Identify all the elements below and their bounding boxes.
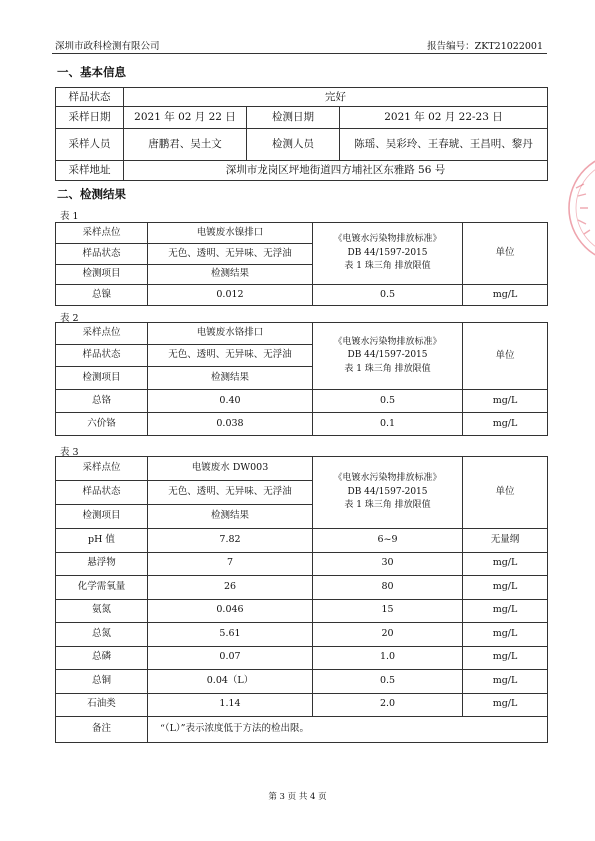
table-row: [56, 552, 548, 576]
site-label: 采样地址: [56, 161, 124, 181]
row-unit: mg/L: [463, 599, 548, 623]
point-label: 采样点位: [56, 323, 148, 345]
point-value: 电镀废水铬排口: [148, 323, 313, 345]
sampler-label: 采样人员: [56, 129, 124, 161]
table3-label: 表 3: [60, 447, 79, 458]
row-result: 5.61: [148, 623, 313, 647]
row-item: 总铬: [56, 390, 148, 413]
results-table-3: [55, 456, 548, 743]
row-unit: mg/L: [463, 390, 548, 413]
standard-cell: [313, 223, 463, 285]
state-label: 样品状态: [56, 244, 148, 265]
results-table-2: [55, 322, 548, 436]
basic-info-table: [55, 87, 548, 181]
row-limit: 0.5: [313, 285, 463, 306]
standard-name: 《电镀水污染物排放标准》: [333, 234, 442, 245]
testing-date-value: 2021 年 02 月 22-23 日: [340, 107, 548, 129]
testing-date-label: 检测日期: [247, 107, 340, 129]
table-row: [56, 576, 548, 600]
standard-limit: 表 1 珠三角 排放限值: [344, 500, 431, 511]
note-value: “（L）”表示浓度低于方法的检出限。: [148, 717, 548, 743]
state-value: 无色、透明、无异味、无浮油: [148, 345, 313, 367]
row-unit: mg/L: [463, 285, 548, 306]
row-unit: 无量纲: [463, 529, 548, 553]
standard-code: DB 44/1597-2015: [347, 247, 428, 258]
row-item: 总镍: [56, 285, 148, 306]
row-unit: mg/L: [463, 413, 548, 436]
point-value: 电镀废水 DW003: [148, 457, 313, 481]
standard-code: DB 44/1597-2015: [347, 486, 428, 497]
item-label: 检测项目: [56, 265, 148, 285]
row-item: pH 值: [56, 529, 148, 553]
result-label: 检测结果: [148, 367, 313, 390]
point-label: 采样点位: [56, 457, 148, 481]
site-value: 深圳市龙岗区坪地街道四方埔社区东雅路 56 号: [124, 161, 548, 181]
item-label: 检测项目: [56, 367, 148, 390]
row-result: 0.40: [148, 390, 313, 413]
table-row: [56, 646, 548, 670]
standard-cell: [313, 457, 463, 529]
results-table-1: [55, 222, 548, 306]
table-row: [56, 599, 548, 623]
tester-label: 检测人员: [247, 129, 340, 161]
row-limit: 6~9: [313, 529, 463, 553]
row-item: 悬浮物: [56, 552, 148, 576]
sampling-date-label: 采样日期: [56, 107, 124, 129]
company-name: 深圳市政科检测有限公司: [55, 41, 160, 52]
table-row: [56, 529, 548, 553]
note-label: 备注: [56, 717, 148, 743]
section-results-title: 二、检测结果: [57, 187, 126, 201]
seal-marks: [576, 184, 590, 234]
state-label: 样品状态: [56, 345, 148, 367]
row-item: 总磷: [56, 646, 148, 670]
row-result: 0.038: [148, 413, 313, 436]
sample-state-label: 样品状态: [56, 88, 124, 107]
state-label: 样品状态: [56, 481, 148, 505]
result-label: 检测结果: [148, 505, 313, 529]
report-number: 报告编号：ZKT21022001: [427, 41, 543, 52]
row-result: 0.04（L）: [148, 670, 313, 694]
standard-name: 《电镀水污染物排放标准》: [333, 336, 442, 347]
item-label: 检测项目: [56, 505, 148, 529]
state-value: 无色、透明、无异味、无浮油: [148, 481, 313, 505]
row-item: 六价铬: [56, 413, 148, 436]
row-limit: 0.1: [313, 413, 463, 436]
header-divider: [52, 53, 547, 54]
row-limit: 0.5: [313, 390, 463, 413]
table-row: [56, 693, 548, 717]
row-unit: mg/L: [463, 552, 548, 576]
unit-header: 单位: [463, 223, 548, 285]
standard-limit: 表 1 珠三角 排放限值: [344, 363, 431, 374]
point-label: 采样点位: [56, 223, 148, 244]
row-result: 0.07: [148, 646, 313, 670]
unit-header: 单位: [463, 323, 548, 390]
row-item: 石油类: [56, 693, 148, 717]
table-row: [56, 413, 548, 436]
company-seal: [562, 148, 595, 268]
standard-code: DB 44/1597-2015: [347, 350, 428, 361]
table-row: [56, 623, 548, 647]
row-result: 1.14: [148, 693, 313, 717]
tester-value: 陈瑶、吴彩玲、王春琥、王昌明、黎丹: [340, 129, 548, 161]
row-item: 氨氮: [56, 599, 148, 623]
row-limit: 80: [313, 576, 463, 600]
row-limit: 0.5: [313, 670, 463, 694]
row-result: 7.82: [148, 529, 313, 553]
row-item: 总铜: [56, 670, 148, 694]
state-value: 无色、透明、无异味、无浮油: [148, 244, 313, 265]
row-result: 0.012: [148, 285, 313, 306]
standard-name: 《电镀水污染物排放标准》: [333, 473, 442, 484]
table-row: [56, 390, 548, 413]
sampling-date-value: 2021 年 02 月 22 日: [124, 107, 247, 129]
row-limit: 30: [313, 552, 463, 576]
table1-label: 表 1: [60, 211, 79, 222]
row-limit: 20: [313, 623, 463, 647]
row-unit: mg/L: [463, 576, 548, 600]
row-result: 26: [148, 576, 313, 600]
row-result: 7: [148, 552, 313, 576]
row-unit: mg/L: [463, 693, 548, 717]
row-unit: mg/L: [463, 623, 548, 647]
table-row: [56, 285, 548, 306]
row-result: 0.046: [148, 599, 313, 623]
row-limit: 1.0: [313, 646, 463, 670]
unit-header: 单位: [463, 457, 548, 529]
point-value: 电镀废水镍排口: [148, 223, 313, 244]
row-unit: mg/L: [463, 646, 548, 670]
table-row: [56, 670, 548, 694]
row-limit: 15: [313, 599, 463, 623]
page-number: 第 3 页 共 4 页: [268, 792, 327, 802]
row-unit: mg/L: [463, 670, 548, 694]
standard-limit: 表 1 珠三角 排放限值: [344, 261, 431, 272]
sampler-value: 唐鹏君、吴土文: [124, 129, 247, 161]
section-basic-info-title: 一、基本信息: [57, 65, 126, 79]
table2-label: 表 2: [60, 313, 79, 324]
row-item: 化学需氧量: [56, 576, 148, 600]
row-item: 总氮: [56, 623, 148, 647]
result-label: 检测结果: [148, 265, 313, 285]
sample-state-value: 完好: [124, 88, 548, 107]
row-limit: 2.0: [313, 693, 463, 717]
standard-cell: [313, 323, 463, 390]
